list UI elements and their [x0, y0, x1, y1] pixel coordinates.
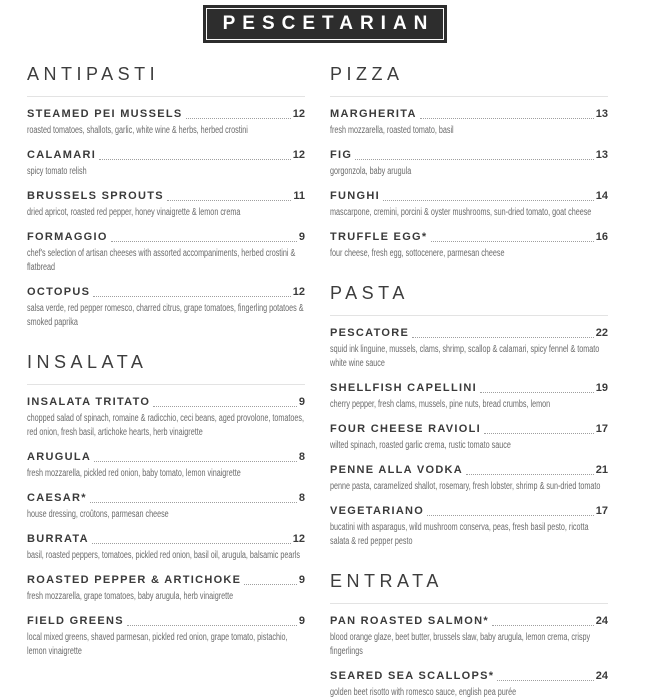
- item-line: [330, 423, 608, 436]
- menu-item: [27, 149, 305, 179]
- description-line: squid ink linguine, mussels, clams, shrimp, scallop & calamari, spicy fennel & tomato: [330, 343, 600, 355]
- item-line: [27, 615, 305, 628]
- description-line: gorgonzola, baby arugula: [330, 165, 412, 177]
- section-title: INSALATA: [27, 351, 148, 372]
- item-line: [330, 327, 608, 340]
- item-name: INSALATA TRITATO: [27, 395, 151, 408]
- dotted-leader: [93, 296, 290, 297]
- section-title: ENTRATA: [330, 570, 443, 591]
- description-line: white wine sauce: [330, 357, 385, 369]
- menu-item: [330, 108, 608, 138]
- item-name: FIELD GREENS: [27, 614, 124, 627]
- item-price: 24: [595, 614, 608, 627]
- item-price: 13: [595, 107, 608, 120]
- description-line: bucatini with asparagus, wild mushroom conserva, peas, fresh basil pesto, ricotta: [330, 521, 589, 533]
- item-line: [330, 670, 608, 683]
- item-description: [27, 549, 305, 563]
- item-name: BRUSSELS SPROUTS: [27, 189, 164, 202]
- dotted-leader: [497, 680, 593, 681]
- item-name: PESCATORE: [330, 326, 410, 339]
- item-name: FOUR CHEESE RAVIOLI: [330, 422, 482, 435]
- item-price: 9: [298, 230, 305, 243]
- item-description: [330, 165, 608, 179]
- item-line: [27, 108, 305, 121]
- menu-section: [27, 352, 305, 659]
- item-description: [330, 398, 608, 412]
- description-line: red onion, fresh basil, artichoke hearts, herb vinaigrette: [27, 426, 203, 438]
- description-line: fresh mozzarella, grape tomatoes, baby arugula, herb vinaigrette: [27, 590, 234, 602]
- description-line: penne pasta, caramelized shallot, rosemary, fresh lobster, shrimp & sun-dried tomato: [330, 480, 601, 492]
- dotted-leader: [420, 118, 594, 119]
- item-name: CAESAR*: [27, 491, 87, 504]
- item-description: [330, 686, 608, 700]
- item-description: [27, 302, 305, 330]
- menu-item: [27, 574, 305, 604]
- item-price: 13: [595, 148, 608, 161]
- menu-section: [330, 571, 608, 700]
- menu-item: [330, 464, 608, 494]
- item-line: [27, 396, 305, 409]
- menu-section: [330, 64, 608, 261]
- menu-item: [330, 231, 608, 261]
- item-description: [330, 480, 608, 494]
- item-name: BURRATA: [27, 532, 89, 545]
- section-divider: [330, 603, 608, 604]
- item-description: [330, 343, 608, 371]
- item-price: 24: [595, 669, 608, 682]
- item-name: FUNGHI: [330, 189, 380, 202]
- item-name: ROASTED PEPPER & ARTICHOKE: [27, 573, 242, 586]
- item-line: [27, 231, 305, 244]
- item-name: SEARED SEA SCALLOPS*: [330, 669, 495, 682]
- item-line: [330, 149, 608, 162]
- item-price: 21: [595, 463, 608, 476]
- description-line: four cheese, fresh egg, sottocenere, parmesan cheese: [330, 247, 505, 259]
- item-line: [330, 382, 608, 395]
- menu-column: [330, 64, 608, 700]
- description-line: fresh mozzarella, roasted tomato, basil: [330, 124, 454, 136]
- dotted-leader: [484, 433, 594, 434]
- item-line: [27, 533, 305, 546]
- dotted-leader: [492, 625, 594, 626]
- dotted-leader: [427, 515, 594, 516]
- item-description: [330, 206, 608, 220]
- item-price: 12: [292, 285, 305, 298]
- description-line: fingerlings: [330, 645, 363, 657]
- item-line: [27, 286, 305, 299]
- item-line: [330, 190, 608, 203]
- description-line: golden beet risotto with romesco sauce, english pea purée: [330, 686, 517, 698]
- item-price: 19: [595, 381, 608, 394]
- item-price: 11: [293, 189, 305, 202]
- description-line: spicy tomato relish: [27, 165, 87, 177]
- item-name: SHELLFISH CAPELLINI: [330, 381, 477, 394]
- item-description: [27, 412, 305, 440]
- item-price: 17: [595, 422, 608, 435]
- item-line: [330, 615, 608, 628]
- section-title: ANTIPASTI: [27, 63, 160, 84]
- item-price: 16: [595, 230, 608, 243]
- item-name: PAN ROASTED SALMON*: [330, 614, 489, 627]
- item-price: 8: [298, 450, 305, 463]
- section-title: PASTA: [330, 282, 409, 303]
- menu-item: [27, 190, 305, 220]
- item-description: [27, 631, 305, 659]
- item-description: [330, 631, 608, 659]
- item-description: [27, 508, 305, 522]
- menu-item: [27, 533, 305, 563]
- item-description: [27, 467, 305, 481]
- item-price: 12: [292, 107, 305, 120]
- item-name: OCTOPUS: [27, 285, 91, 298]
- description-line: wilted spinach, roasted garlic crema, rustic tomato sauce: [330, 439, 511, 451]
- menu-item: [27, 615, 305, 659]
- section-divider: [27, 96, 305, 97]
- section-divider: [330, 96, 608, 97]
- item-name: PENNE ALLA VODKA: [330, 463, 464, 476]
- item-line: [27, 574, 305, 587]
- description-line: salata & red pepper pesto: [330, 535, 413, 547]
- menu-item: [330, 382, 608, 412]
- dotted-leader: [94, 461, 297, 462]
- item-description: [330, 247, 608, 261]
- description-line: basil, roasted peppers, tomatoes, pickled red onion, basil oil, arugula, balsamic pearls: [27, 549, 300, 561]
- item-price: 12: [292, 148, 305, 161]
- title-box: [203, 5, 448, 43]
- item-line: [27, 149, 305, 162]
- description-line: flatbread: [27, 261, 56, 273]
- item-price: 9: [298, 395, 305, 408]
- item-name: ARUGULA: [27, 450, 92, 463]
- menu-section: [330, 283, 608, 549]
- dotted-leader: [431, 241, 594, 242]
- dotted-leader: [90, 502, 297, 503]
- description-line: mascarpone, cremini, porcini & oyster mushrooms, sun-dried tomato, goat cheese: [330, 206, 592, 218]
- item-description: [330, 439, 608, 453]
- description-line: chopped salad of spinach, romaine & radicchio, ceci beans, aged provolone, tomatoes,: [27, 412, 304, 424]
- description-line: local mixed greens, shaved parmesan, pickled red onion, grape tomato, pistachio,: [27, 631, 288, 643]
- item-description: [27, 247, 305, 275]
- menu-item: [330, 670, 608, 700]
- menu-column: [27, 64, 305, 700]
- item-name: FORMAGGIO: [27, 230, 108, 243]
- menu-item: [330, 190, 608, 220]
- item-price: 9: [298, 573, 305, 586]
- description-line: dried apricot, roasted red pepper, honey vinaigrette & lemon crema: [27, 206, 241, 218]
- dotted-leader: [167, 200, 291, 201]
- menu-columns: [0, 64, 650, 700]
- description-line: chef's selection of artisan cheeses with assorted accompaniments, herbed crostini &: [27, 247, 296, 259]
- dotted-leader: [355, 159, 594, 160]
- dotted-leader: [111, 241, 297, 242]
- item-name: VEGETARIANO: [330, 504, 425, 517]
- dotted-leader: [480, 392, 594, 393]
- menu-item: [27, 396, 305, 440]
- description-line: fresh mozzarella, pickled red onion, baby tomato, lemon vinaigrette: [27, 467, 241, 479]
- item-line: [330, 108, 608, 121]
- description-line: house dressing, croûtons, parmesan cheese: [27, 508, 169, 520]
- dotted-leader: [127, 625, 297, 626]
- item-price: 12: [292, 532, 305, 545]
- item-description: [27, 124, 305, 138]
- section-divider: [27, 384, 305, 385]
- menu-item: [27, 451, 305, 481]
- menu-item: [27, 286, 305, 330]
- dotted-leader: [244, 584, 297, 585]
- dotted-leader: [186, 118, 291, 119]
- item-description: [330, 521, 608, 549]
- page-title: PESCETARIAN: [206, 8, 445, 40]
- item-name: CALAMARI: [27, 148, 97, 161]
- description-line: blood orange glaze, beet butter, brussels slaw, baby arugula, lemon crema, crispy: [330, 631, 591, 643]
- description-line: roasted tomatoes, shallots, garlic, white wine & herbs, herbed crostini: [27, 124, 248, 136]
- section-divider: [330, 315, 608, 316]
- dotted-leader: [383, 200, 594, 201]
- item-description: [27, 590, 305, 604]
- item-line: [27, 190, 305, 203]
- menu-item: [330, 423, 608, 453]
- dotted-leader: [99, 159, 291, 160]
- description-line: lemon vinaigrette: [27, 645, 82, 657]
- menu-item: [330, 505, 608, 549]
- section-title: PIZZA: [330, 63, 404, 84]
- item-name: TRUFFLE EGG*: [330, 230, 428, 243]
- menu-item: [27, 231, 305, 275]
- item-description: [27, 165, 305, 179]
- dotted-leader: [412, 337, 594, 338]
- menu-item: [27, 492, 305, 522]
- item-price: 8: [298, 491, 305, 504]
- item-name: FIG: [330, 148, 353, 161]
- menu-item: [27, 108, 305, 138]
- item-description: [27, 206, 305, 220]
- item-line: [330, 464, 608, 477]
- item-price: 22: [595, 326, 608, 339]
- item-price: 9: [298, 614, 305, 627]
- item-line: [330, 505, 608, 518]
- description-line: smoked paprika: [27, 316, 78, 328]
- item-name: MARGHERITA: [330, 107, 417, 120]
- description-line: cherry pepper, fresh clams, mussels, pine nuts, bread crumbs, lemon: [330, 398, 551, 410]
- description-line: salsa verde, red pepper romesco, charred citrus, grape tomatoes, fingerling potatoes &: [27, 302, 304, 314]
- dotted-leader: [153, 406, 297, 407]
- item-line: [27, 492, 305, 505]
- menu-section: [27, 64, 305, 330]
- item-name: STEAMED PEI MUSSELS: [27, 107, 183, 120]
- menu-header: [0, 0, 650, 43]
- menu-item: [330, 615, 608, 659]
- menu-item: [330, 149, 608, 179]
- dotted-leader: [466, 474, 594, 475]
- item-description: [330, 124, 608, 138]
- dotted-leader: [92, 543, 291, 544]
- item-price: 17: [595, 504, 608, 517]
- item-price: 14: [595, 189, 608, 202]
- item-line: [27, 451, 305, 464]
- item-line: [330, 231, 608, 244]
- menu-item: [330, 327, 608, 371]
